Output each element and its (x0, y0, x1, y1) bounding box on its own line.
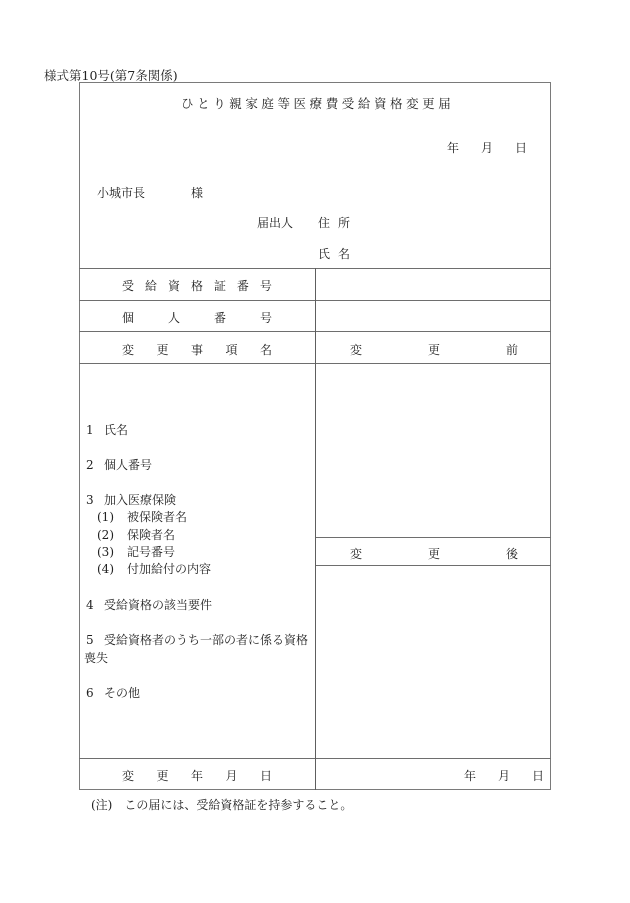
sub-list-item: (1) 被保険者名 (97, 510, 188, 524)
list-item: 6 その他 (86, 686, 141, 700)
divider (315, 565, 551, 566)
list-item: 5 受給資格者のうち一部の者に係る資格 (86, 633, 309, 647)
before-change-header: 変 更 前 (350, 343, 518, 357)
list-item-continuation: 喪失 (84, 651, 109, 665)
after-change-input[interactable] (317, 567, 550, 757)
before-change-input[interactable] (317, 365, 550, 536)
honorific: 様 (191, 186, 204, 200)
column-divider (315, 268, 316, 790)
list-item: 3 加入医療保険 (86, 493, 177, 507)
sub-list-item: (4) 付加給付の内容 (97, 562, 212, 576)
sub-list-item: (3) 記号番号 (97, 545, 176, 559)
list-item: 1 氏名 (86, 423, 129, 437)
certificate-number-label: 受 給 資 格 証 番 号 (122, 279, 272, 293)
applicant-address-field[interactable]: 住 所 (318, 216, 350, 230)
form-number-label: 様式第10号(第7条関係) (44, 68, 178, 83)
sub-list-item: (2) 保険者名 (97, 528, 176, 542)
list-item: 2 個人番号 (86, 458, 153, 472)
certificate-number-input[interactable] (317, 270, 550, 299)
divider (315, 537, 551, 538)
change-item-header: 変 更 事 項 名 (122, 343, 272, 357)
after-change-header: 変 更 後 (350, 547, 518, 561)
list-item: 4 受給資格の該当要件 (86, 598, 213, 612)
personal-number-label: 個 人 番 号 (122, 311, 272, 325)
submission-date-field[interactable]: 年 月 日 (447, 141, 527, 155)
change-date-field[interactable]: 年 月 日 (464, 769, 544, 783)
personal-number-input[interactable] (317, 302, 550, 330)
applicant-label: 届出人 (257, 216, 294, 230)
footnote: (注) この届には、受給資格証を持参すること。 (91, 798, 353, 812)
change-date-label: 変 更 年 月 日 (122, 769, 272, 783)
addressee: 小城市長 (97, 186, 146, 200)
applicant-name-field[interactable]: 氏 名 (318, 247, 350, 261)
form-title: ひ と り 親 家 庭 等 医 療 費 受 給 資 格 変 更 届 (181, 96, 451, 111)
